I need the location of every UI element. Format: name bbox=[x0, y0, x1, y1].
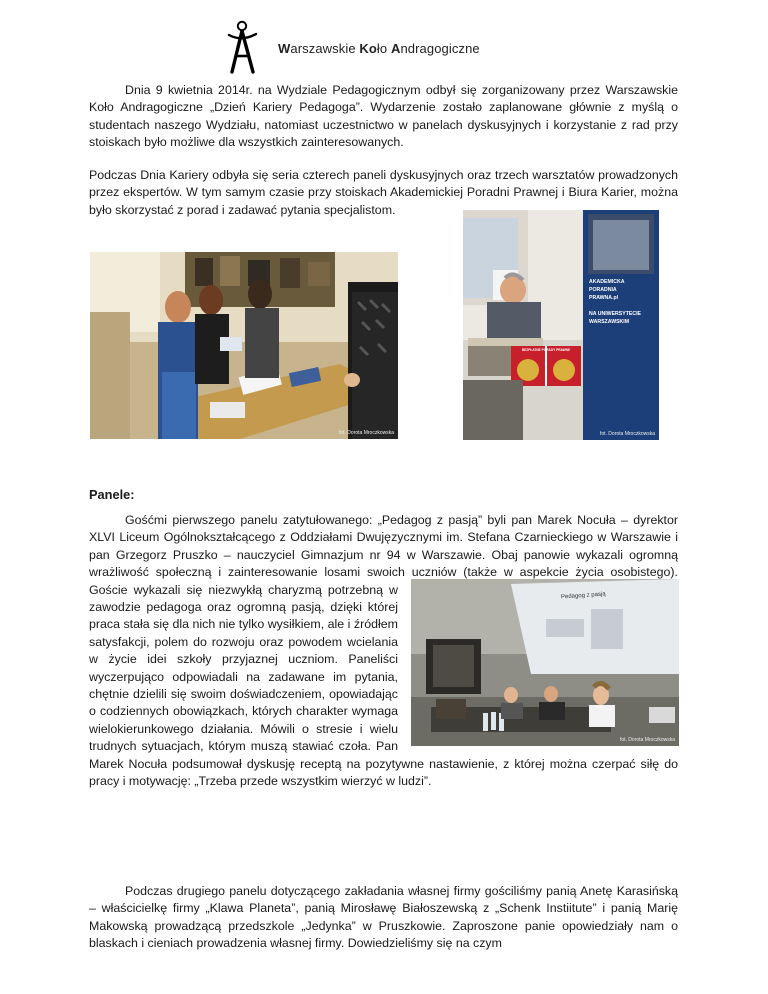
photo-credit: fot. Dorota Mroczkowska bbox=[338, 430, 394, 436]
photo-students-at-stand bbox=[90, 252, 398, 439]
intro-paragraph: Dnia 9 kwietnia 2014r. na Wydziale Pedagogicznym odbył się zorganizowany przez Warszawskie Koło Andragogiczne „Dzień Kariery Pedagoga”. Wydarzenie zostało zaplanowane głównie z myślą o studentach naszego Wydziału, natomiast uczestnictwo w panelach dyskusyjnych i korzystanie z rad przy stoiskach było możliwe dla wszystkich zainteresowanych. bbox=[89, 83, 678, 150]
badge-label: BEZPŁATNE PORADY PRAWNE bbox=[521, 348, 571, 352]
section-heading-panels: Panele: bbox=[89, 487, 135, 502]
second-panel-paragraph: Podczas drugiego panelu dotyczącego zakładania własnej firmy gościliśmy panią Anetę Karasińską – właścicielkę firmy „Klawa Planeta”, panią Mirosławę Białoszewską z „Schenk Instiitute” i panią Marię Makowską prowadzącą przedszkole „Jedynka” w Pruszkowie. Zaproszone panie opowiedziały nam o blaskach i cieniach prowadzenia własnej firmy. Dowiedzieliśmy się na czym bbox=[89, 884, 678, 951]
photo-legal-clinic-stand bbox=[463, 210, 659, 440]
organization-logo bbox=[226, 19, 480, 75]
first-panel-paragraph: Gośćmi pierwszego panelu zatytułowanego: „Pedagog z pasją” byli pan Marek Nocuła – dyrektor XLVI Liceum Ogólnokształcącego z Oddziałami Dwujęzycznymi im. Stefana Czarnieckiego w Warszawie i pan Grzegorz Pruszko – nauczyciel Gimnazjum nr 94 w Warszawie. Obaj panowie wykazali ogromną wrażliwość społeczną i zainteresowanie losami swoich uczniów (także w aspekcie życia osobistego). Goście wykazali się niezwykłą charyzmą potrzebną w zawodzie pedagoga oraz ogromną pasją, dzięki której praca stała się dla nich nie tylko wysiłkiem, ale i źródłem satysfakcji, polem do rozwoju oraz powodem wcielania w życie idei szkoły przyjaznej uczniom. Paneliści wyczerpująco odpowiadali na zadawane im pytania, chętnie dzielili się swoim doświadczeniem, opowiadając o codziennych obowiązkach, których charakter wymaga wielokierunkowego działania. Mówili o stresie i wielu trudnych sytuacjach, którym muszą stawiać czoła. Pan Marek Nocuła podsumował dyskusję receptą na pozytywne nastawienie, z której można czerpać siłę do pracy i motywację: „Trzeba przede wszystkim wierzyć w ludzi”. bbox=[89, 513, 678, 789]
photo-credit: fot. Dorota Mroczkowska bbox=[619, 737, 675, 743]
organization-name: Warszawskie Koło Andragogiczne bbox=[278, 40, 480, 56]
compass-figure-a-icon bbox=[226, 20, 274, 74]
career-day-paragraph: Podczas Dnia Kariery odbyła się seria czterech paneli dyskusyjnych oraz trzech warsztatów prowadzonych przez ekspertów. W tym samym czasie przy stoiskach Akademickiej Poradni Prawnej i Biura Karier, można było skorzystać z porad i zadawać pytania specjalistom. bbox=[89, 168, 678, 217]
photo-credit: fot. Dorota Mroczkowska bbox=[599, 431, 655, 437]
banner-text: AKADEMICKA PORADNIA PRAWNA.pl NA UNIWERSYTECIE WARSZAWSKIM bbox=[589, 279, 641, 325]
slide-title: Pedagog z pasją bbox=[560, 591, 606, 601]
